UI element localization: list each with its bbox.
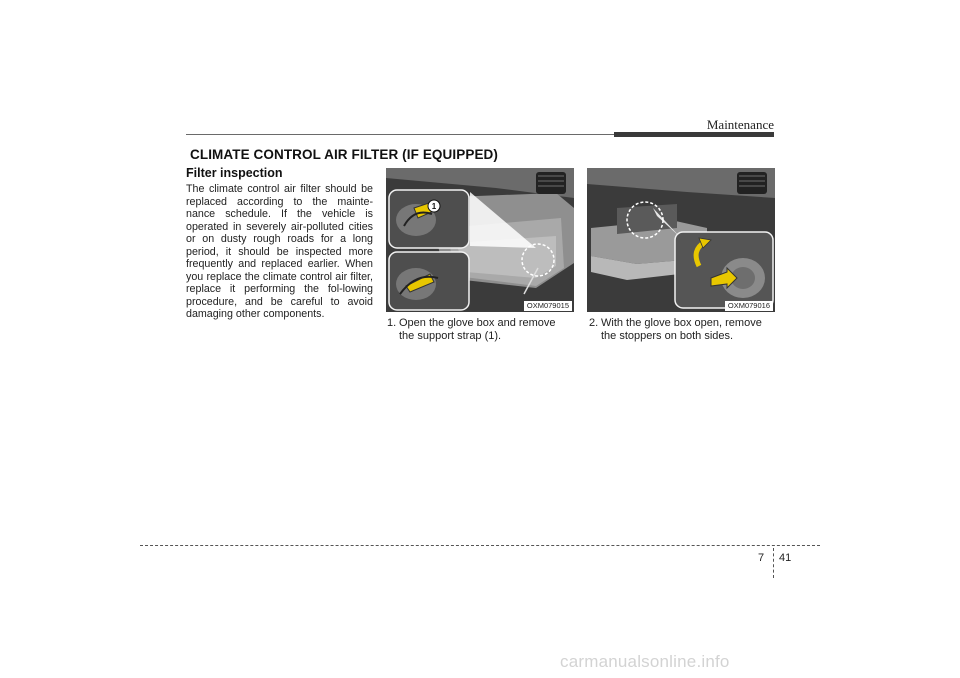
page-title: CLIMATE CONTROL AIR FILTER (IF EQUIPPED) [190,147,498,162]
step-1-caption [387,317,573,342]
watermark: carmanualsonline.info [560,652,730,671]
glove-box-strap-illustration [386,168,574,312]
figure-2-photo [587,168,775,312]
figure-1-code: OXM079015 [524,301,572,311]
step-1-number: 1. [387,317,397,329]
step-2-text: With the glove box open, remove [601,317,762,329]
step-2-text-cont: the stoppers on both sides. [601,329,734,342]
callout-1-label: 1 [431,202,437,211]
subheading: Filter inspection [186,166,283,180]
header-rule-thin [186,134,614,135]
step-2-caption [589,317,775,342]
footer-dashed-divider [773,548,774,578]
header-rule-thick [614,132,774,137]
chapter-number: 7 [758,552,765,564]
body-paragraph: The climate control air filter should be replaced according to the mainte-nance schedule. If the vehicle is operated in severely air-polluted cities or on dusty rough roads for a long period, it should be inspected more frequently and replaced earlier. When you replace the climate control air filter, replace it performing the fol-lowing procedure, and be careful to avoid damaging other components. [186,183,373,320]
footer-dashed-rule [140,545,820,546]
step-1-text: Open the glove box and remove [399,317,556,329]
page-number: 41 [779,552,792,564]
step-2-number: 2. [589,317,599,329]
glove-box-stopper-illustration [587,168,775,312]
figure-1-photo [386,168,574,312]
step-1-text-cont: the support strap (1). [399,329,502,342]
figure-2-code: OXM079016 [725,301,773,311]
section-header: Maintenance [706,117,774,132]
